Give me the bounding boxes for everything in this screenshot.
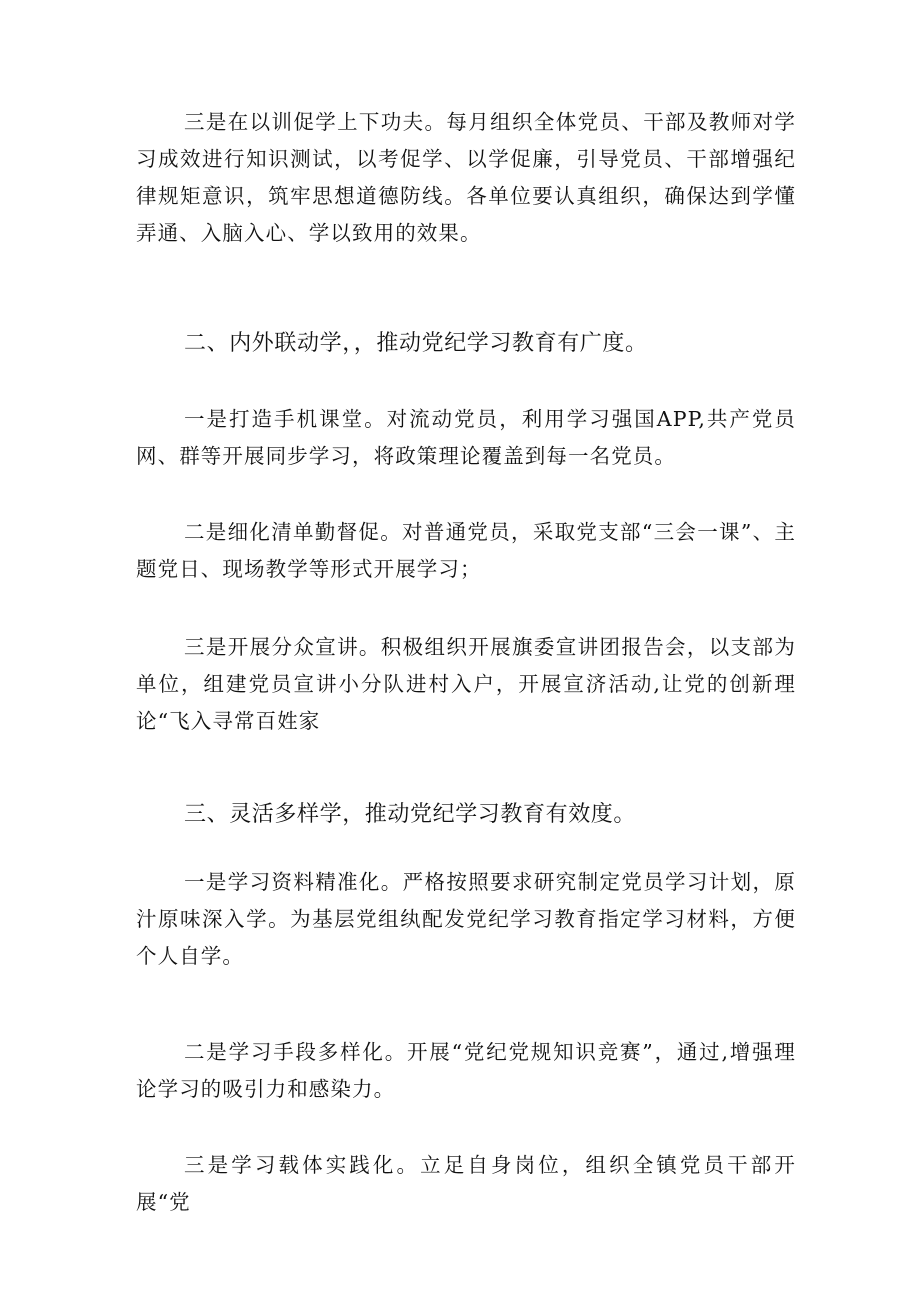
paragraph-mobile-classroom: 一是打造手机课堂。对流动党员，利用学习强国APP,共产党员网、群等开展同步学习，将政策理论覆盖到每一名党员。 [136, 407, 796, 468]
paragraph-group-lectures: 三是开展分众宣讲。积极组织开展旗委宣讲团报告会，以支部为单位，组建党员宣讲小分队进村入户，开展宣济活动,让党的创新理论“飞入寻常百姓家 [136, 635, 796, 733]
paragraph-study-materials: 一是学习资料精准化。严格按照要求研究制定党员学习计划，原汁原味深入学。为基层党组纨配发党纪学习教育指定学习材料，方便个人自学。 [136, 870, 796, 968]
section-heading-three: 三、灵活多样学，推动党纪学习教育有效度。 [184, 802, 637, 827]
paragraph-training-tests: 三是在以训促学上下功夫。每月组织全体党员、干部及教师对学习成效进行知识测试，以考促学、以学促廉，引导党员、干部增强纪律规矩意识，筑牢思想道德防线。各单位要认真组织，确保达到学懂弄通、入脑入心、学以致用的效果。 [136, 110, 796, 245]
paragraph-checklist-supervision: 二是细化清单勤督促。对普通党员，采取党支部“三会一课”、主题党日、现场教学等形式开展学习； [136, 520, 796, 581]
section-heading-two: 二、内外联动学，，推动党纪学习教育有广度。 [184, 331, 648, 356]
paragraph-study-methods: 二是学习手段多样化。开展“党纪党规知识竞赛”，通过,增强理论学习的吸引力和感染力。 [136, 1040, 796, 1101]
paragraph-practice-carrier: 三是学习载体实践化。立足自身岗位，组织全镇党员干部开展“党 [136, 1153, 796, 1214]
